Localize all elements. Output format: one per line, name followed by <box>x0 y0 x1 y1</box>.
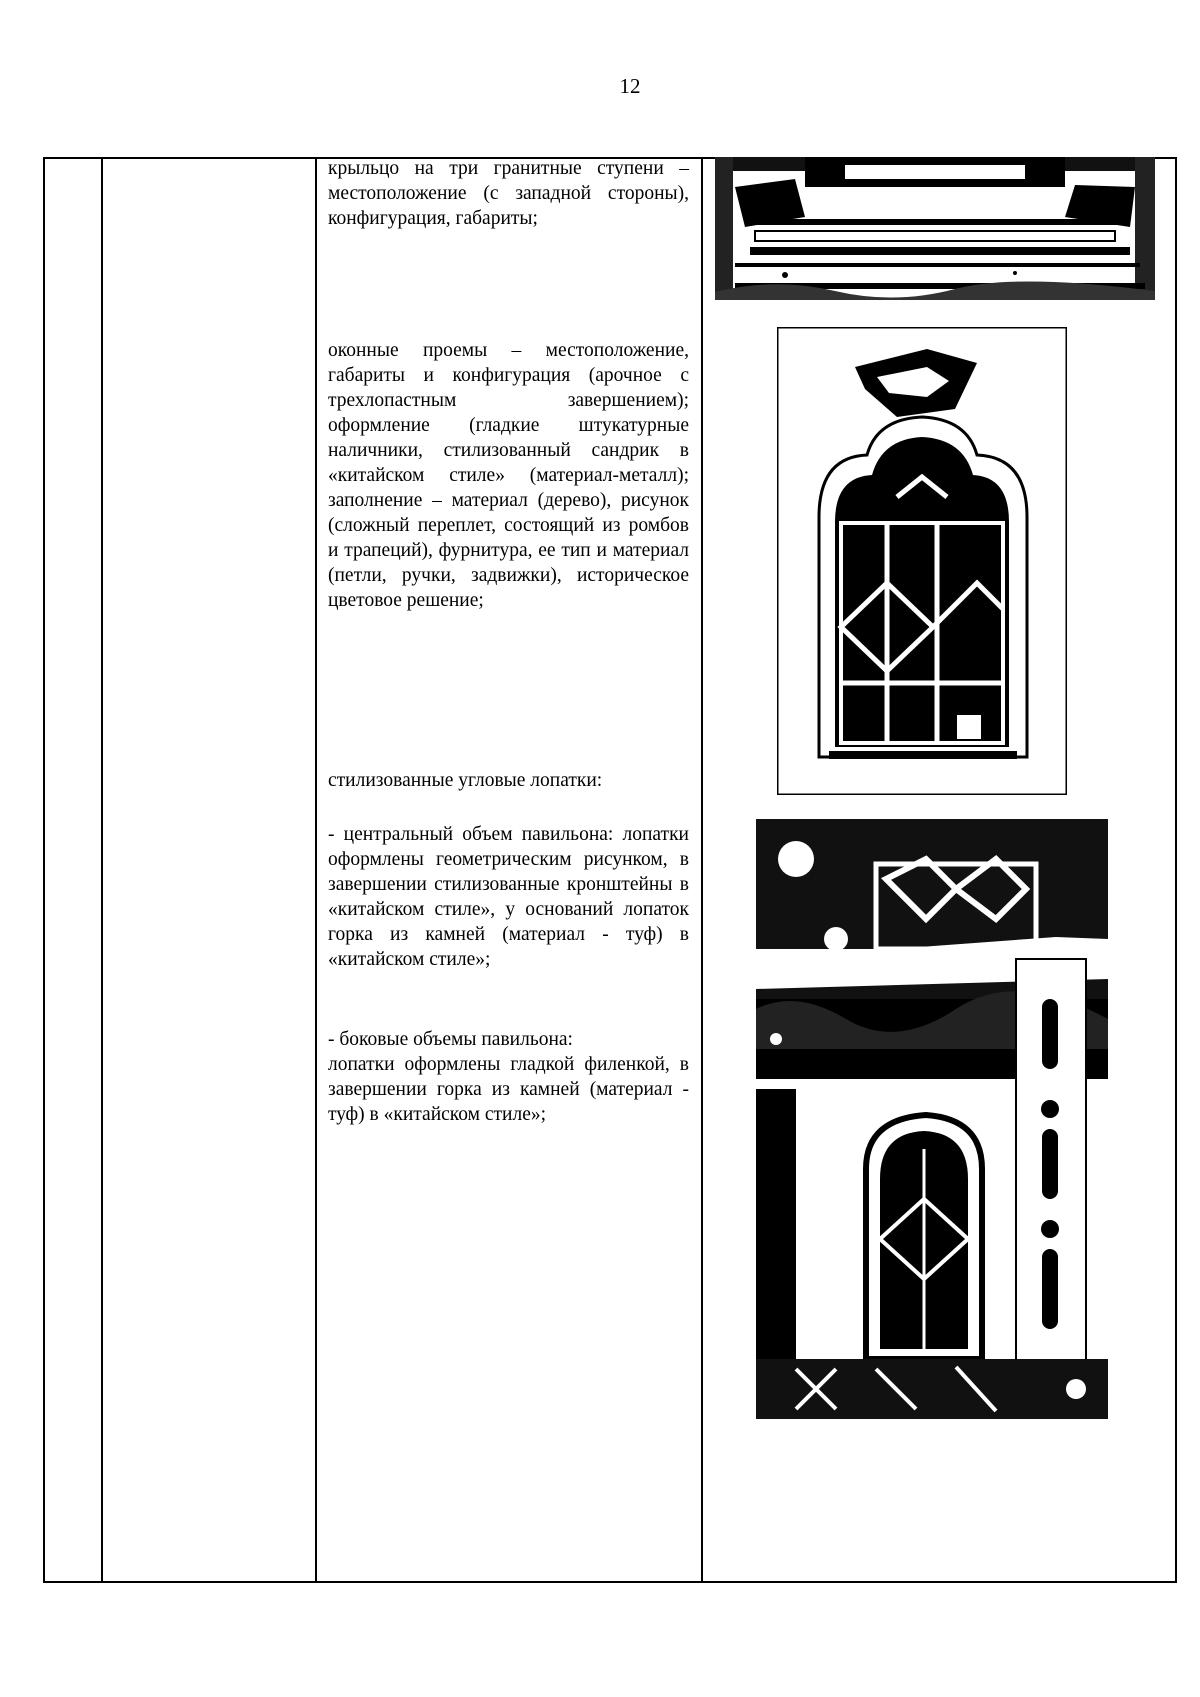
monument-table <box>43 157 1177 1583</box>
column-number-cell <box>44 158 102 1582</box>
windows-description: оконные проемы – местоположение, габариты и конфигурация (арочное с трехлопастным завершением); оформление (гладкие штукатурные наличники, стилизованный сандрик в «китайском стиле» (материал-металл); заполнение – материал (дерево), рисунок (сложный переплет, состоящий из ромбов и трапеций), фурнитура, ее тип и материал (петли, ручки, задвижки), историческое цветовое решение; <box>328 340 689 611</box>
pilasters-title: стилизованные угловые лопатки: <box>328 770 603 791</box>
pilasters-side-description: - боковые объемы павильона: лопатки оформлены гладкой филенкой, в завершении горка из камней (материал - туф) в «китайском стиле»; <box>328 1029 689 1125</box>
facade-pilaster-photo <box>756 819 1108 1419</box>
description-cell <box>316 158 702 1582</box>
porch-steps-photo <box>715 157 1155 300</box>
arched-window-photo <box>777 327 1067 795</box>
page-number: 12 <box>619 74 641 98</box>
photo-cell <box>702 158 1176 1582</box>
porch-description: крыльцо на три гранитные ступени – местоположение (с западной стороны), конфигурация, габариты; <box>328 158 689 229</box>
pilasters-central-description: - центральный объем павильона: лопатки оформлены геометрическим рисунком, в завершении стилизованные кронштейны в «китайском стиле», у оснований лопаток горка из камней (материал - туф) в «китайском стиле»; <box>328 824 689 970</box>
column-name-cell <box>102 158 316 1582</box>
